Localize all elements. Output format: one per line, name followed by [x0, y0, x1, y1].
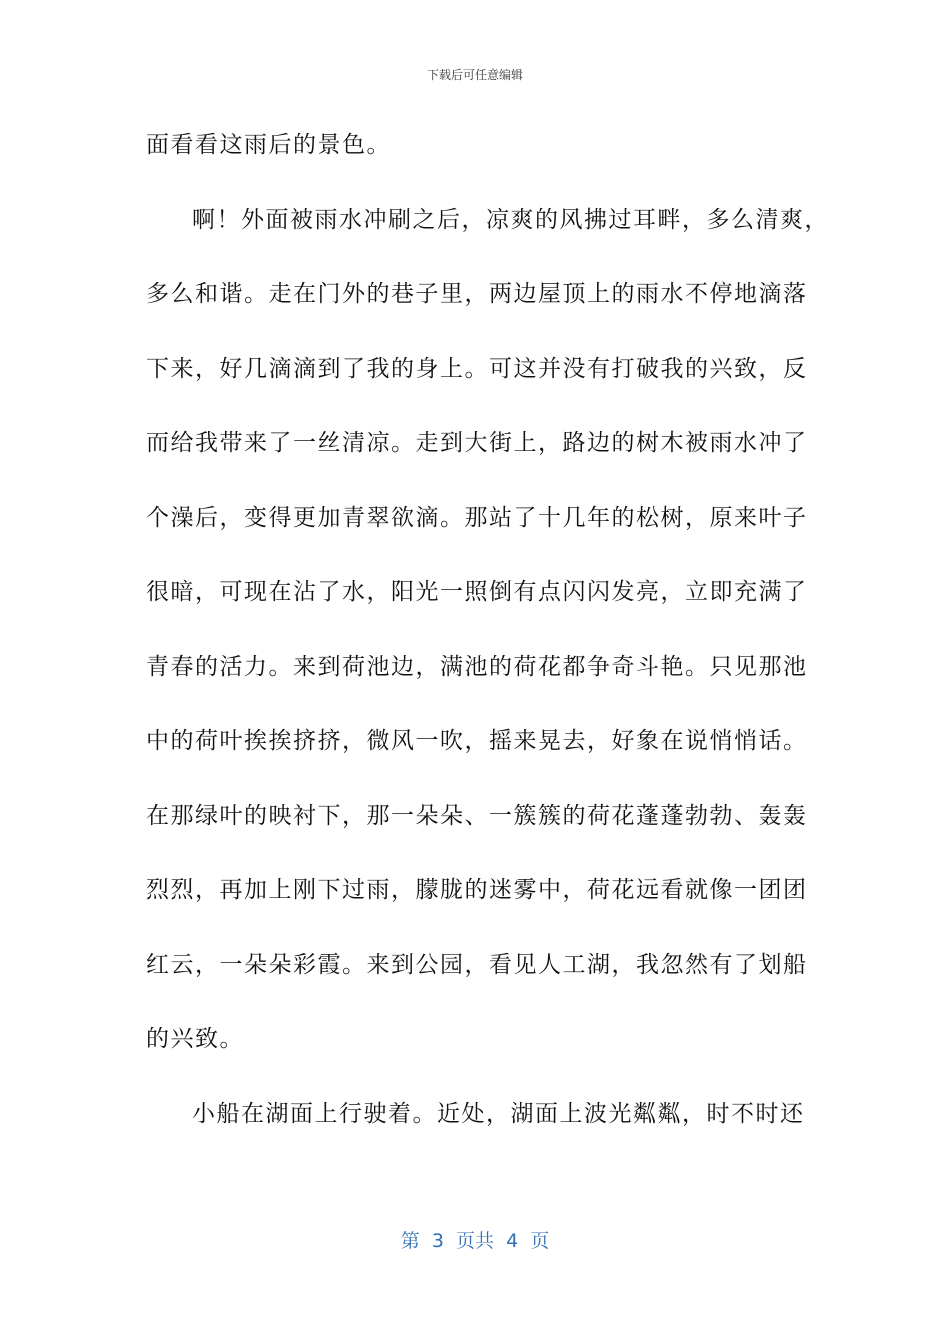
paragraph-line: 的兴致。	[146, 1026, 244, 1052]
paragraph-line: 个澡后，变得更加青翠欲滴。那站了十几年的松树，原来叶子	[146, 504, 808, 531]
paragraph-line: 红云，一朵朵彩霞。来到公园，看见人工湖，我忽然有了划船	[146, 951, 808, 978]
paragraph-line: 小船在湖面上行驶着。近处，湖面上波光粼粼，时不时还	[192, 1100, 805, 1127]
paragraph-line: 下来，好几滴滴到了我的身上。可这并没有打破我的兴致，反	[146, 355, 808, 382]
paragraph-line: 中的荷叶挨挨挤挤，微风一吹，摇来晃去，好象在说悄悄话。	[146, 728, 808, 754]
paragraph-line: 而给我带来了一丝清凉。走到大街上，路边的树木被雨水冲了	[146, 430, 808, 456]
paragraph-line: 在那绿叶的映衬下，那一朵朵、一簇簇的荷花蓬蓬勃勃、轰轰	[146, 802, 808, 829]
paragraph-line: 面看看这雨后的景色。	[146, 132, 391, 158]
paragraph-line: 烈烈，再加上刚下过雨，朦胧的迷雾中，荷花远看就像一团团	[146, 877, 808, 903]
paragraph-line: 很暗，可现在沾了水，阳光一照倒有点闪闪发亮，立即充满了	[146, 579, 808, 605]
paragraph-line: 青春的活力。来到荷池边，满池的荷花都争奇斗艳。只见那池	[146, 653, 808, 680]
document-body	[146, 118, 829, 1161]
paragraph-line: 啊！外面被雨水冲刷之后，凉爽的风拂过耳畔，多么清爽，	[192, 206, 829, 233]
page-number-footer: 第 3 页共 4 页	[400, 1230, 550, 1252]
page-header: 下载后可任意编辑	[426, 68, 523, 82]
paragraph-line: 多么和谐。走在门外的巷子里，两边屋顶上的雨水不停地滴落	[146, 281, 808, 307]
